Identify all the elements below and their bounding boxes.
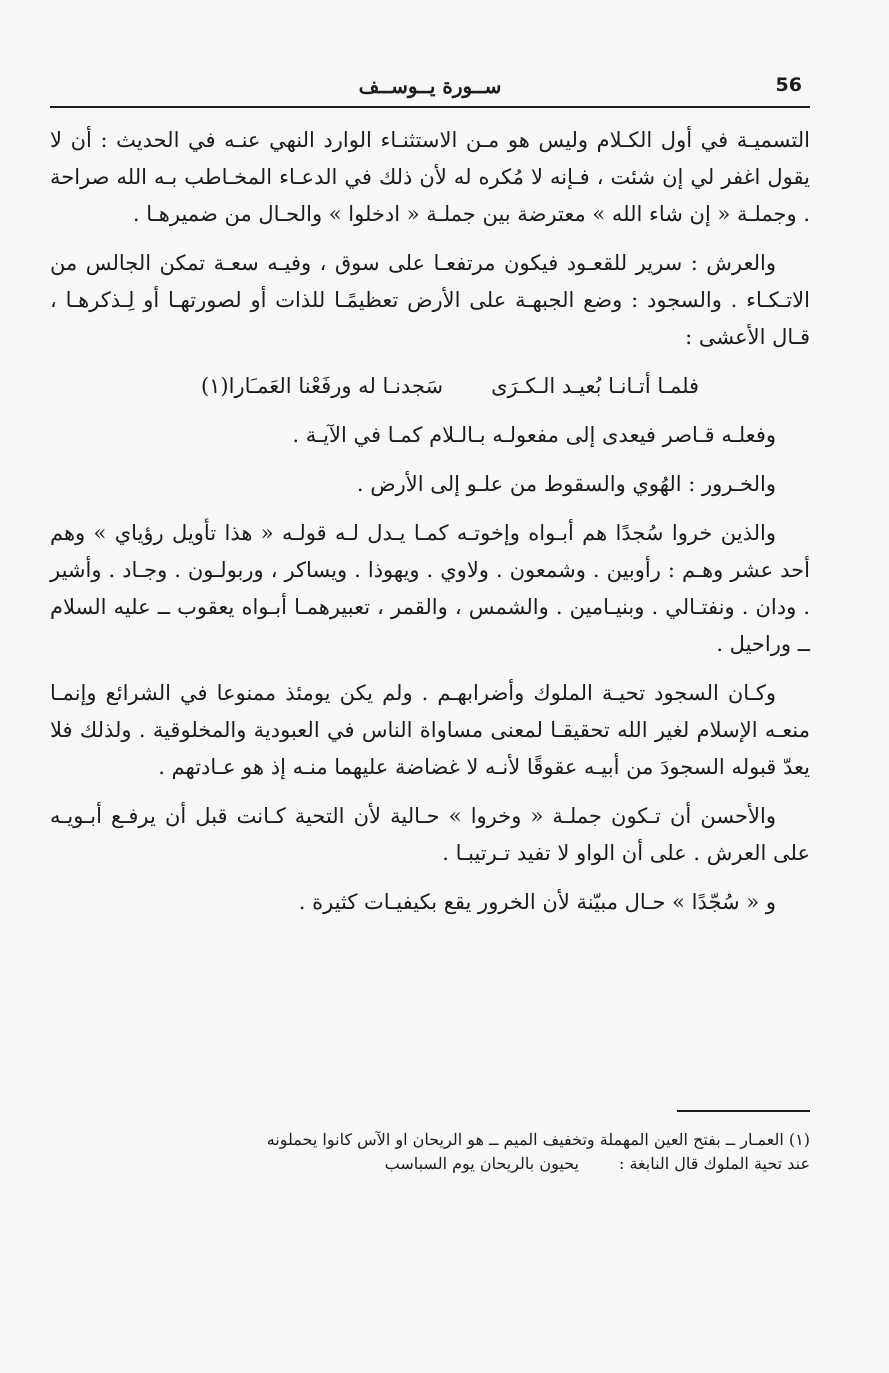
surah-title: ســورة يــوســف <box>358 74 502 98</box>
footnote-line-2-verse: يحيون بالريحان يوم السباسب <box>384 1154 579 1173</box>
main-text <box>50 122 810 921</box>
paragraph-2: والعرش : سرير للقعـود فيكون مرتفعـا على سوق ، وفيـه سعـة تمكن الجالس من الاتـكـاء . والسجود : وضع الجبهـة على الأرض تعظيمًـا للذات أو لصورتهـا أو لِـذكرهـا ، قـال الأعشى : <box>50 251 810 349</box>
poem-second-hemistich: سَجدنـا له ورفَعْنا العَمـَارا(١) <box>200 374 444 398</box>
poem-first-hemistich: فلمـا أتـانـا بُعيـد الـكـرَى <box>491 374 700 398</box>
paragraph-7: والأحسن أن تـكون جملـة « وخروا » حـالية لأن التحية كـانت قبل أن يرفـع أبـويـه على العرش . على أن الواو لا تفيد تـرتيبـا . <box>50 804 810 865</box>
footnote-divider <box>677 1110 810 1112</box>
footnote-line-2 <box>50 1152 810 1176</box>
page-header <box>50 66 810 108</box>
page-number: 56 <box>775 74 802 96</box>
footnote <box>50 1128 810 1176</box>
paragraph-8: و « سُجّدًا » حـال مبيّنة لأن الخرور يقع بكيفيـات كثيرة . <box>298 890 776 914</box>
paragraph-4: والخـرور : الهُوي والسقوط من علـو إلى الأرض . <box>356 472 776 496</box>
poem-verse <box>50 368 810 405</box>
footnote-line-2-prefix: عند تحية الملوك قال النابغة : <box>618 1154 810 1173</box>
paragraph-5: والذين خروا سُجدًا هم أبـواه وإخوتـه كمـا يـدل لـه قولـه « هذا تأويل رؤياي » وهم أحد عشر وهـم : رأوبين . وشمعون . ولاوي . ويهوذا . ويساكر ، وربولـون . وجـاد . وأشير . ودان . ونفتـالي . وبنيـامين . والشمس ، والقمر ، تعبيرهمـا أبـواه يعقوب ــ عليه السلام ــ وراحيل . <box>50 521 810 656</box>
paragraph-3: وفعلـه قـاصر فيعدى إلى مفعولـه بـالـلام كمـا في الآيـة . <box>292 423 776 447</box>
paragraph-1: التسميـة في أول الكـلام وليس هو مـن الاستثنـاء الوارد النهي عنـه في الحديث : أن لا يقول اغفر لي إن شئت ، فـإنه لا مُكره له لأن ذلك في الدعـاء المخـاطب بـه الله صراحة . وجملـة « إن شاء الله » معترضة بين جملـة « ادخلوا » والحـال من ضميرهـا . <box>50 128 810 226</box>
footnote-line-1: (١) العمـار ــ بفتح العين المهملة وتخفيف الميم ــ هو الريحان او الآس كانوا يحملونه <box>266 1130 810 1149</box>
paragraph-6: وكـان السجود تحيـة الملوك وأضرابهـم . ولم يكن يومئذ ممنوعا في الشرائع وإنمـا منعـه الإسلام لغير الله تحقيقـا لمعنى مساواة الناس في العبودية والمخلوقية . ولذلك فلا يعدّ قبوله السجودَ من أبيـه عقوقًا لأنـه لا غضاضة عليهما منـه إذ هو عـادتهم . <box>50 681 810 779</box>
book-page <box>50 66 810 1336</box>
